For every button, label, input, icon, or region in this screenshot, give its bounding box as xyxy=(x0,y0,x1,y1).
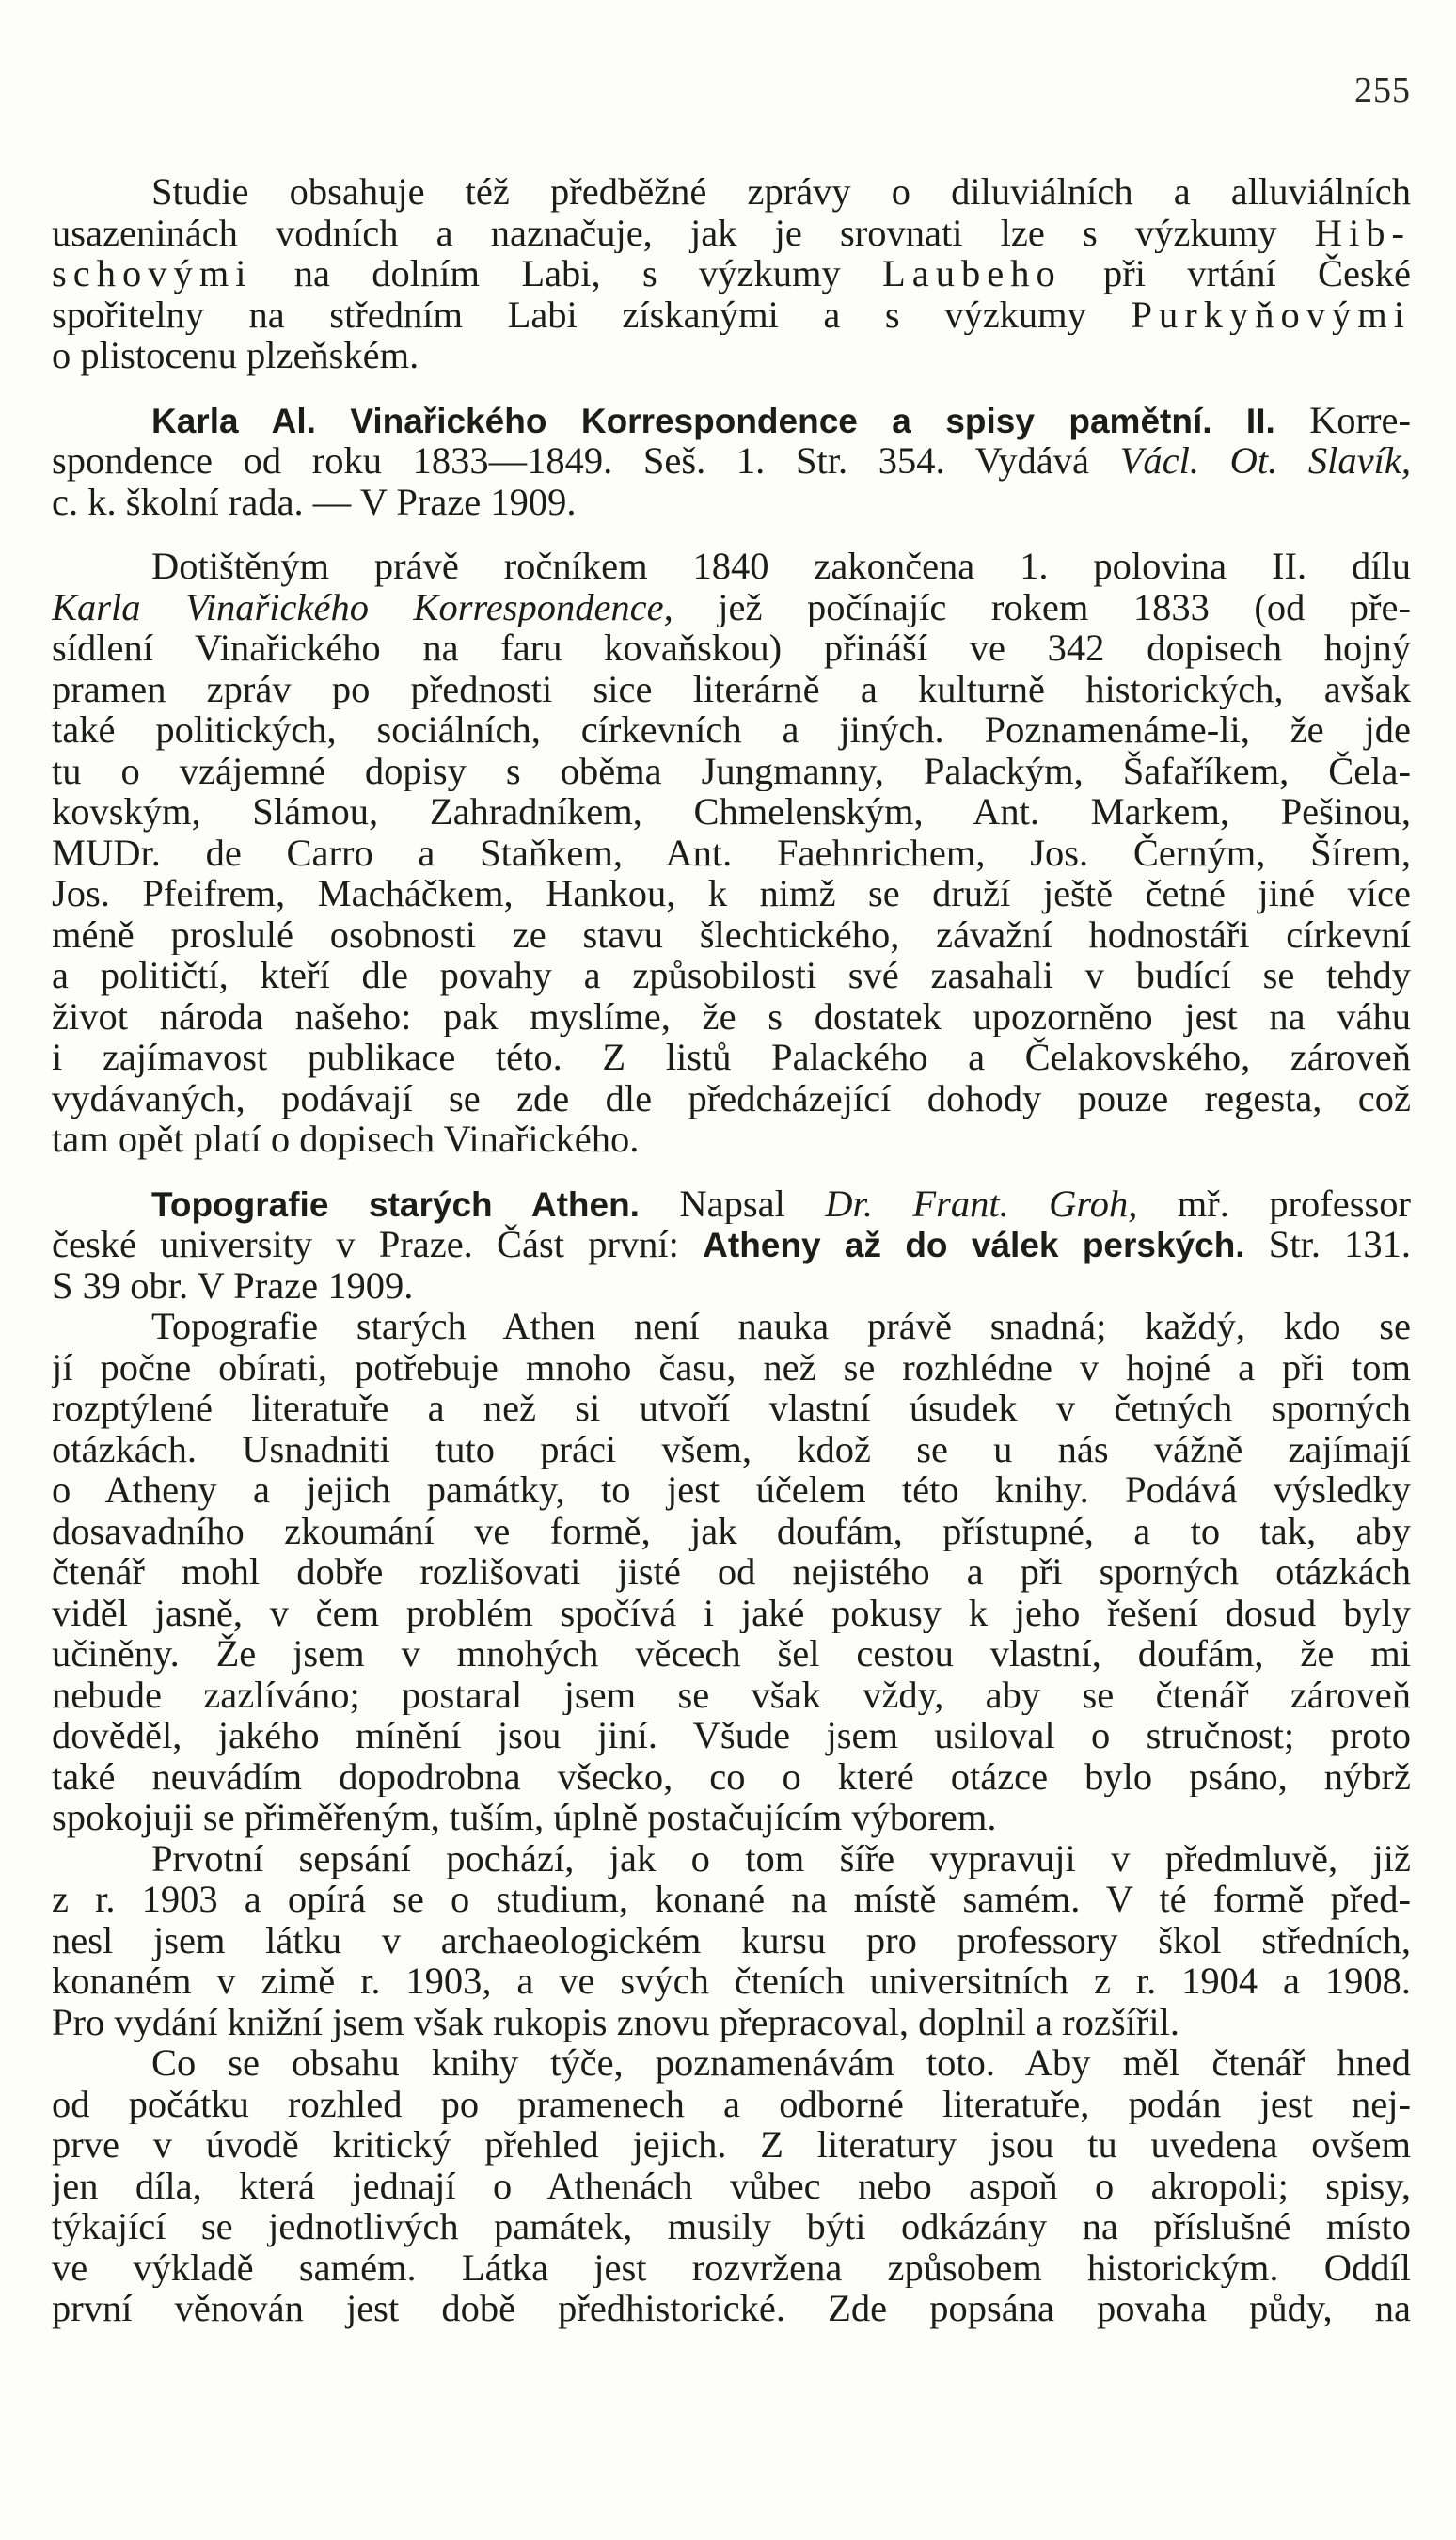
text-line: také politických, sociálních, církevních a jiných. Poznamenáme-li, že jde xyxy=(52,709,1411,751)
text-line: z r. 1903 a opírá se o studium, konané na místě samém. V té formě před- xyxy=(52,1879,1411,1920)
page-number: 255 xyxy=(1354,71,1411,110)
text-line: sídlení Vinařického na faru kovaňskou) přináší ve 342 dopisech hojný xyxy=(52,627,1411,669)
paragraph-vinaricky xyxy=(52,546,1411,1160)
paragraph-studie xyxy=(52,171,1411,376)
text-line: S 39 obr. V Praze 1909. xyxy=(52,1264,414,1306)
paragraph-topografie xyxy=(52,1306,1411,2329)
text-line: Dotištěným právě ročníkem 1840 zakončena 1. polovina II. dílu xyxy=(151,546,1411,587)
text-line: rozptýlené literatuře a než si utvoří vlastní úsudek v četných sporných xyxy=(52,1388,1411,1429)
text-line: Co se obsahu knihy týče, poznamenávám toto. Aby měl čtenář hned xyxy=(151,2042,1411,2084)
text-line: tam opět platí o dopisech Vinařického. xyxy=(52,1119,640,1160)
work-title: Karla Vinařického Korrespondence, xyxy=(52,586,673,627)
bibliographic-entry-vinaricky xyxy=(52,400,1411,523)
text-line: jen díla, která jednají o Athenách vůbec nebo aspoň o akropoli; spisy, xyxy=(52,2165,1411,2206)
text-line: o plistocenu plzeňském. xyxy=(52,335,419,376)
text-line: usazeninách vodních a naznačuje, jak je srovnati lze s výzkumy Hib- xyxy=(52,212,1411,253)
text-line: dověděl, jakého mínění jsou jiní. Všude jsem usiloval o stručnost; proto xyxy=(52,1715,1411,1756)
text-line: otázkách. Usnadniti tuto práci všem, kdož se u nás vážně zajímají xyxy=(52,1428,1411,1469)
spaced-name: schovými xyxy=(52,253,253,294)
text-line: první věnován jest době předhistorické. Zde popsána povaha půdy, na xyxy=(52,2288,1411,2329)
text-line: o Atheny a jejich památky, to jest účelem této knihy. Podává výsledky xyxy=(52,1469,1411,1511)
text-line: nesl jsem látku v archaeologickém kursu pro professory škol středních, xyxy=(52,1919,1411,1961)
entry-subtitle: Atheny až do válek perských. xyxy=(703,1226,1245,1264)
spaced-name: Hib- xyxy=(1314,212,1411,253)
text-line: Topografie starých Athen není nauka právě snadná; každý, kdo se xyxy=(151,1306,1411,1347)
text-line: od počátku rozhled po pramenech a odborné literatuře, podán jest nej- xyxy=(52,2083,1411,2124)
text-line: spondence od roku 1833—1849. Seš. 1. Str. 354. Vydává Václ. Ot. Slavík, xyxy=(52,440,1411,482)
text-line: méně proslulé osobnosti ze stavu šlechtického, závažní hodnostáři církevní xyxy=(52,913,1411,955)
text-line: pramen zpráv po přednosti sice literárně a kulturně historických, avšak xyxy=(52,668,1411,709)
spaced-name: Purkyňovými xyxy=(1131,294,1411,335)
text-line: c. k. školní rada. — V Praze 1909. xyxy=(52,481,577,522)
text-line: dosavadního zkoumání ve formě, jak doufám, přístupné, a to tak, aby xyxy=(52,1510,1411,1551)
text-line: jí počne obírati, potřebuje mnoho času, než se rozhlédne v hojné a při tom xyxy=(52,1346,1411,1388)
text-line: také neuvádím dopodrobna všecko, co o které otázce bylo psáno, nýbrž xyxy=(52,1755,1411,1797)
text-line: Jos. Pfeifrem, Macháčkem, Hankou, k nimž se druží ještě četné jiné více xyxy=(52,873,1411,914)
editor-name: Václ. Ot. Slavík, xyxy=(1119,440,1411,482)
text-line: tu o vzájemné dopisy s oběma Jungmanny, Palackým, Šafaříkem, Čela- xyxy=(52,750,1411,791)
text-line: vydávaných, podávají se zde dle předcházející dohody pouze regesta, což xyxy=(52,1077,1411,1119)
text-line: Pro vydání knižní jsem však rukopis znovu přepracoval, doplnil a rozšířil. xyxy=(52,2001,1180,2042)
text-line: Karla Vinařického Korrespondence, jež počínajíc rokem 1833 (od pře- xyxy=(52,586,1411,627)
text-line: prve v úvodě kritický přehled jejich. Z literatury jsou tu uvedena ovšem xyxy=(52,2124,1411,2166)
text-line: české university v Praze. Část první: Atheny až do válek perských. Str. 131. xyxy=(52,1224,1411,1265)
entry-heading: Karla Al. Vinařického Korrespondence a spisy pamětní. II. Korre- xyxy=(151,399,1411,440)
text-line: spořitelny na středním Labi získanými a s výzkumy Purkyňovými xyxy=(52,294,1411,335)
text-line: i zajímavost publikace této. Z listů Palackého a Čelakovského, zároveň xyxy=(52,1037,1411,1078)
text-line: spokojuji se přiměřeným, tuším, úplně postačujícím výborem. xyxy=(52,1797,997,1838)
text-line: život národa našeho: pak myslíme, že s dostatek upozorněno jest na váhu xyxy=(52,995,1411,1037)
text-column xyxy=(52,171,1411,2329)
text-line: MUDr. de Carro a Staňkem, Ant. Faehnrichem, Jos. Černým, Šírem, xyxy=(52,832,1411,873)
text-line: Prvotní sepsání pochází, jak o tom šíře vypravuji v předmluvě, již xyxy=(151,1837,1411,1879)
bibliographic-entry-topografie xyxy=(52,1183,1411,1307)
text-line: učiněny. Že jsem v mnohých věcech šel cestou vlastní, doufám, že mi xyxy=(52,1633,1411,1675)
text-line: viděl jasně, v čem problém spočívá i jaké pokusy k jeho řešení dosud byly xyxy=(52,1592,1411,1633)
author-name: Dr. Frant. Groh, xyxy=(825,1183,1138,1224)
text-line: čtenář mohl dobře rozlišovati jisté od nejistého a při sporných otázkách xyxy=(52,1551,1411,1593)
text-line: konaném v zimě r. 1903, a ve svých čteních universitních z r. 1904 a 1908. xyxy=(52,1961,1411,2002)
text-line: kovským, Slámou, Zahradníkem, Chmelenským, Ant. Markem, Pešinou, xyxy=(52,791,1411,833)
text-line: a političtí, kteří dle povahy a způsobilosti své zasahali v budící se tehdy xyxy=(52,955,1411,996)
entry-title: Karla Al. Vinařického Korrespondence a spisy pamětní. II. xyxy=(151,401,1275,440)
text-line: týkající se jednotlivých památek, musily býti odkázány na příslušné místo xyxy=(52,2206,1411,2247)
entry-heading: Topografie starých Athen. Napsal Dr. Frant. Groh, mř. professor xyxy=(151,1183,1411,1224)
spaced-name: Laubeho xyxy=(882,253,1062,294)
text-line: schovými na dolním Labi, s výzkumy Laubeho při vrtání České xyxy=(52,253,1411,294)
text-line: Studie obsahuje též předběžné zprávy o diluviálních a alluviálních xyxy=(151,171,1411,213)
entry-title: Topografie starých Athen. xyxy=(151,1184,640,1224)
text-line: nebude zazlíváno; postaral jsem se však vždy, aby se čtenář zároveň xyxy=(52,1674,1411,1715)
text-line: ve výkladě samém. Látka jest rozvržena způsobem historickým. Oddíl xyxy=(52,2246,1411,2288)
